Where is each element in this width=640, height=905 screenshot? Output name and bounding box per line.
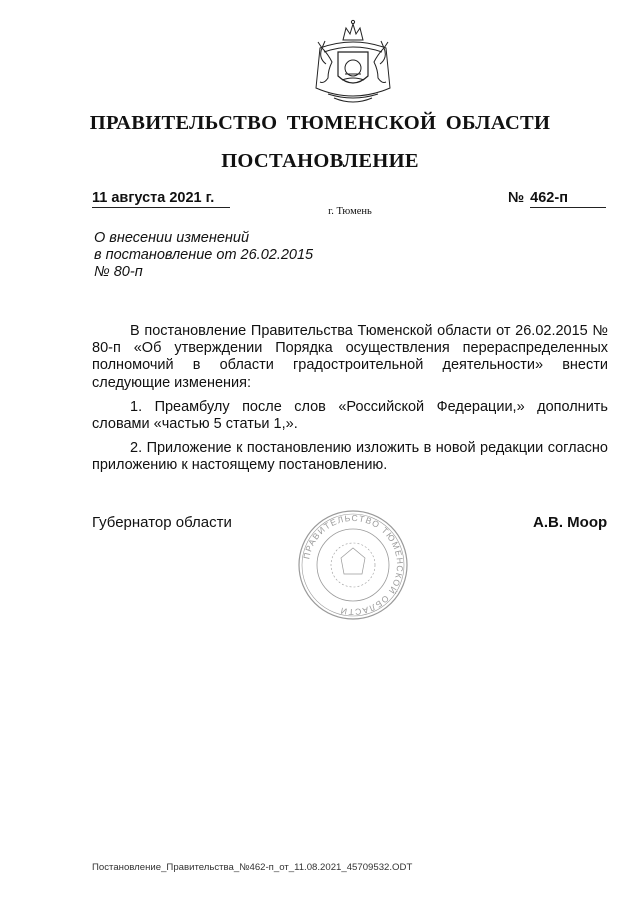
document-type-title: ПОСТАНОВЛЕНИЕ [221, 150, 419, 172]
document-body [92, 323, 608, 482]
body-paragraph: В постановление Правительства Тюменской области от 26.02.2015 № 80-п «Об утверждении Порядка осуществления перераспределенных полномочий в области градостроительной деятельности» внести следующие изменения: [92, 323, 608, 391]
seal-text: ПРАВИТЕЛЬСТВО ТЮМЕНСКОЙ ОБЛАСТИ [301, 512, 406, 618]
body-paragraph: 2. Приложение к постановлению изложить в новой редакции согласно приложению к настоящему постановлению. [92, 440, 608, 474]
document-date: 11 августа 2021 г. [92, 190, 230, 208]
signer-name: А.В. Моор [533, 514, 608, 531]
number-sign: № [508, 190, 525, 206]
signer-title: Губернатор области [92, 514, 232, 531]
official-seal-stamp [296, 508, 410, 622]
coat-of-arms-emblem [298, 18, 408, 110]
number-value: 462-п [530, 190, 606, 208]
subject-line: в постановление от 26.02.2015 [94, 247, 314, 263]
government-title: ПРАВИТЕЛЬСТВО ТЮМЕНСКОЙ ОБЛАСТИ [89, 112, 551, 134]
subject-line: № 80-п [94, 264, 143, 280]
subject-line: О внесении изменений [94, 230, 250, 246]
footer-filename: Постановление_Правительства_№462-п_от_11.08.2021_45709532.ODT [92, 862, 413, 873]
body-paragraph: 1. Преамбулу после слов «Российской Федерации,» дополнить словами «частью 5 статьи 1,». [92, 398, 608, 433]
city-label: г. Тюмень [328, 206, 372, 217]
document-subject [94, 230, 354, 281]
